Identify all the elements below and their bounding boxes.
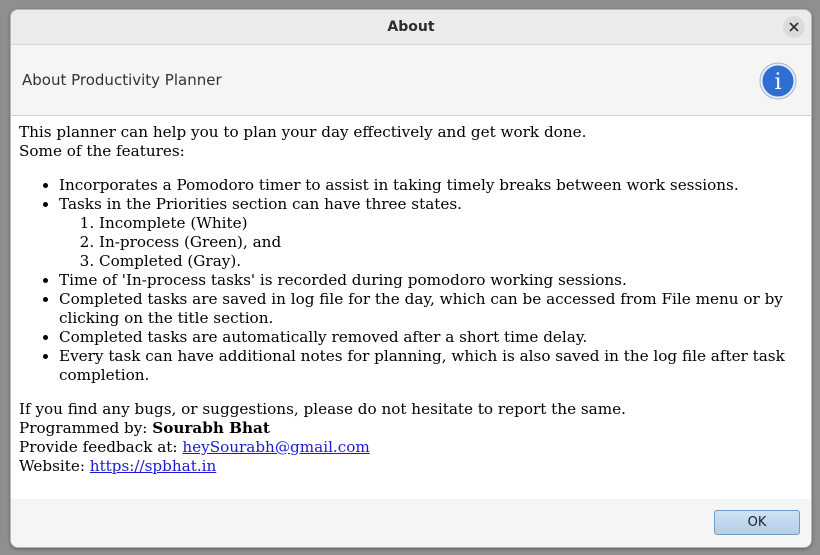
title-bar[interactable]	[11, 10, 811, 45]
programmer-name: Sourabh Bhat	[152, 419, 270, 437]
website-link[interactable]: https://spbhat.in	[89, 457, 217, 475]
dialog-header	[11, 45, 811, 116]
feedback-email-link[interactable]: heySourabh@gmail.com	[182, 438, 370, 456]
ok-button[interactable]: OK	[714, 510, 800, 535]
feature-list	[19, 176, 803, 385]
task-state-item: 3. Completed (Gray).	[99, 252, 803, 271]
website-line	[19, 457, 803, 476]
intro-line: This planner can help you to plan your day effectively and get work done.	[19, 123, 587, 141]
website-label: Website:	[19, 457, 90, 475]
bug-report-note: If you find any bugs, or suggestions, please do not hesitate to report the same.	[19, 400, 626, 418]
task-state-list	[59, 214, 803, 271]
task-state-item: 2. In-process (Green), and	[99, 233, 803, 252]
feature-item: • Incorporates a Pomodoro timer to assist in taking timely breaks between work sessions.	[59, 176, 803, 195]
feedback-line	[19, 438, 803, 457]
info-icon-letter: i	[774, 70, 782, 95]
feature-item: • Completed tasks are saved in log file for the day, which can be accessed from File menu or by clicking on the title section.	[59, 290, 803, 328]
window-title: About	[387, 19, 435, 35]
dialog-heading: About Productivity Planner	[22, 71, 222, 89]
programmer-label: Programmed by:	[19, 419, 153, 437]
feature-item: • Time of 'In-process tasks' is recorded during pomodoro working sessions.	[59, 271, 803, 290]
programmer-line	[19, 419, 803, 438]
dialog-footer	[11, 499, 811, 547]
feature-item	[59, 195, 803, 271]
info-icon	[759, 62, 797, 100]
task-state-item: 1. Incomplete (White)	[99, 214, 803, 233]
close-button[interactable]	[783, 16, 805, 38]
about-dialog	[10, 9, 812, 548]
about-content	[11, 116, 811, 499]
feedback-label: Provide feedback at:	[19, 438, 183, 456]
features-heading: Some of the features:	[19, 142, 185, 160]
feature-item: • Every task can have additional notes for planning, which is also saved in the log file after task completion.	[59, 347, 803, 385]
close-icon	[789, 22, 799, 32]
feature-item: • Completed tasks are automatically removed after a short time delay.	[59, 328, 803, 347]
feature-text: Tasks in the Priorities section can have three states.	[59, 195, 462, 213]
